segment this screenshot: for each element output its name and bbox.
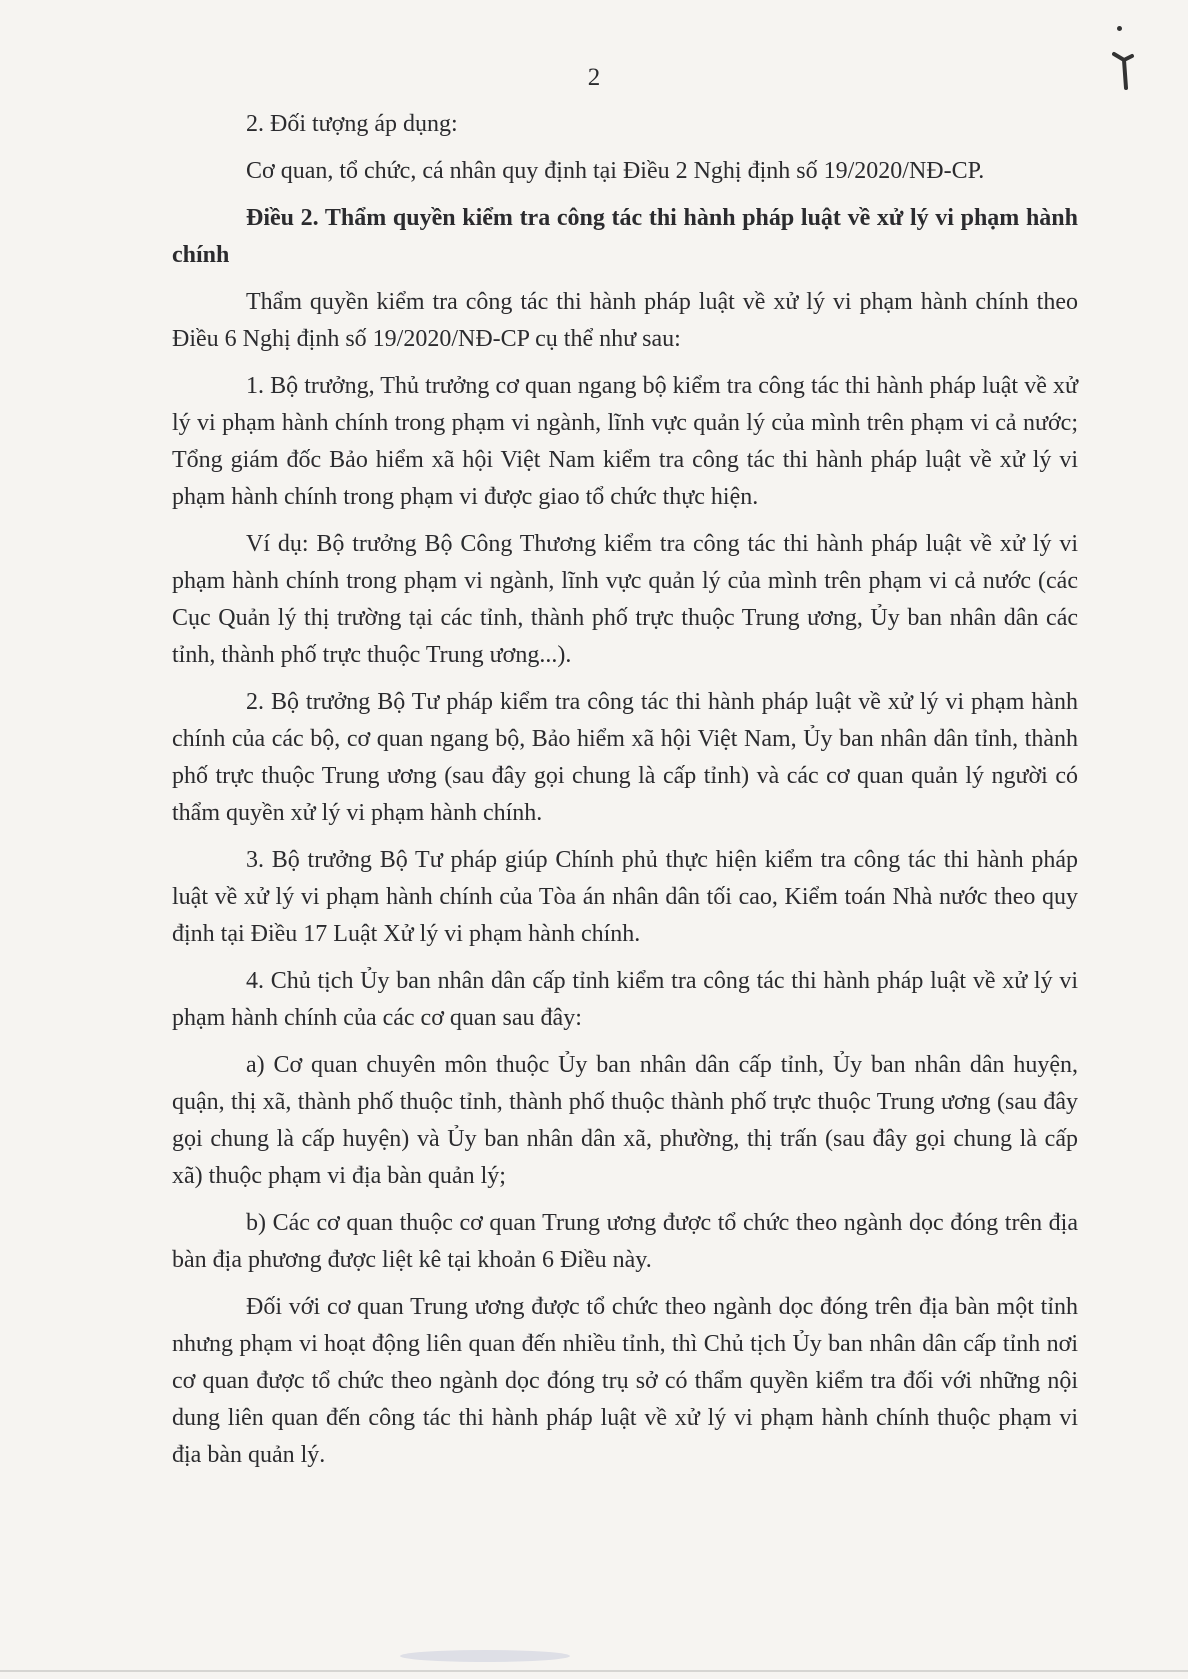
paragraph-clause-4b: b) Các cơ quan thuộc cơ quan Trung ương được tổ chức theo ngành dọc đóng trên địa bàn địa phương được liệt kê tại khoản 6 Điều này. [172, 1210, 1078, 1273]
paragraph-clause-4a: a) Cơ quan chuyên môn thuộc Ủy ban nhân dân cấp tỉnh, Ủy ban nhân dân huyện, quận, thị xã, thành phố thuộc tỉnh, thành phố thuộc thành phố trực thuộc Trung ương (sau đây gọi chung là cấp huyện) và Ủy ban nhân dân xã, phường, thị trấn (sau đây gọi chung là cấp xã) thuộc phạm vi địa bàn quản lý; [172, 1052, 1078, 1189]
scan-speck [1117, 26, 1122, 31]
paragraph-example: Ví dụ: Bộ trưởng Bộ Công Thương kiểm tra công tác thi hành pháp luật về xử lý vi phạm hành chính trong phạm vi ngành, lĩnh vực quản lý của mình trên phạm vi cả nước (các Cục Quản lý thị trường tại các tỉnh, thành phố trực thuộc Trung ương, Ủy ban nhân dân các tỉnh, thành phố trực thuộc Trung ương...). [172, 531, 1078, 668]
paragraph-clause-2: 2. Bộ trưởng Bộ Tư pháp kiểm tra công tác thi hành pháp luật về xử lý vi phạm hành chính của các bộ, cơ quan ngang bộ, Bảo hiểm xã hội Việt Nam, Ủy ban nhân dân tỉnh, thành phố trực thuộc Trung ương (sau đây gọi chung là cấp tỉnh) và các cơ quan quản lý người có thẩm quyền xử lý vi phạm hành chính. [172, 689, 1078, 826]
scan-edge-line [0, 1670, 1188, 1672]
paragraph-intro: Thẩm quyền kiểm tra công tác thi hành pháp luật về xử lý vi phạm hành chính theo Điều 6 Nghị định số 19/2020/NĐ-CP cụ thể như sau: [172, 289, 1078, 352]
paragraph-scope-text: Cơ quan, tổ chức, cá nhân quy định tại Điều 2 Nghị định số 19/2020/NĐ-CP. [246, 158, 985, 184]
paragraph-clause-1: 1. Bộ trưởng, Thủ trưởng cơ quan ngang bộ kiểm tra công tác thi hành pháp luật về xử lý vi phạm hành chính trong phạm vi ngành, lĩnh vực quản lý của mình trên phạm vi cả nước; Tổng giám đốc Bảo hiểm xã hội Việt Nam kiểm tra công tác thi hành pháp luật về xử lý vi phạm hành chính trong phạm vi được giao tổ chức thực hiện. [172, 373, 1078, 510]
article-2-heading: Điều 2. Thẩm quyền kiểm tra công tác thi hành pháp luật về xử lý vi phạm hành chính [172, 205, 1078, 268]
paragraph-scope-heading: 2. Đối tượng áp dụng: [246, 111, 458, 137]
document-body [172, 106, 1078, 1484]
scan-smudge [400, 1650, 570, 1662]
paragraph-clause-4: 4. Chủ tịch Ủy ban nhân dân cấp tỉnh kiểm tra công tác thi hành pháp luật về xử lý vi phạm hành chính của các cơ quan sau đây: [172, 968, 1078, 1031]
page-number: 2 [587, 64, 601, 91]
paragraph-clause-3: 3. Bộ trưởng Bộ Tư pháp giúp Chính phủ thực hiện kiểm tra công tác thi hành pháp luật về xử lý vi phạm hành chính của Tòa án nhân dân tối cao, Kiểm toán Nhà nước theo quy định tại Điều 17 Luật Xử lý vi phạm hành chính. [172, 847, 1078, 947]
paragraph-central-agencies: Đối với cơ quan Trung ương được tổ chức theo ngành dọc đóng trên địa bàn một tỉnh nhưng phạm vi hoạt động liên quan đến nhiều tỉnh, thì Chủ tịch Ủy ban nhân dân cấp tỉnh nơi cơ quan được tổ chức theo ngành dọc đóng trụ sở có thẩm quyền kiểm tra đối với những nội dung liên quan đến công tác thi hành pháp luật về xử lý vi phạm hành chính thuộc phạm vi địa bàn quản lý. [172, 1294, 1078, 1468]
